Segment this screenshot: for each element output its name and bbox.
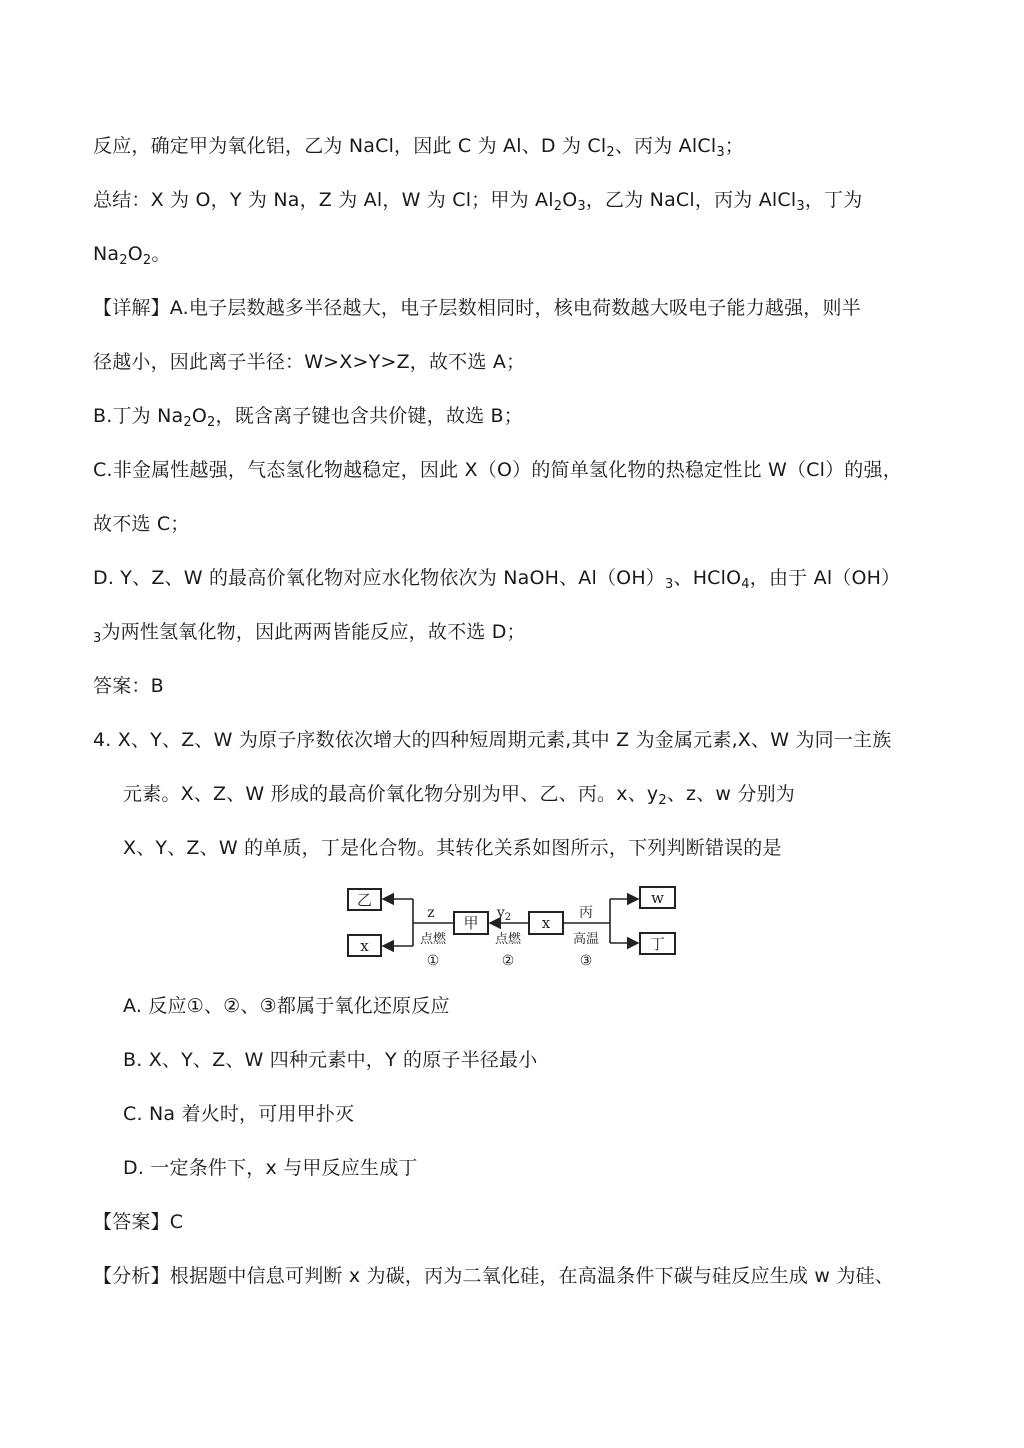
option-d: D. 一定条件下，x 与甲反应生成丁 xyxy=(123,1157,418,1179)
reaction-2-reagent: $y_2$ xyxy=(496,905,512,923)
option-b: B. X、Y、Z、W 四种元素中，Y 的原子半径最小 xyxy=(123,1049,538,1071)
text-line-6: B.丁为 $Na_2O_2$，既含离子键也含共价键，故选 B； xyxy=(93,405,523,430)
text-line-7: C.非金属性越强，气态氢化物越稳定，因此 X（O）的简单氢化物的热稳定性比 W（Cl）的强， xyxy=(93,459,902,481)
reaction-3-reagent: 丙 xyxy=(579,905,593,921)
option-c: C. Na 着火时，可用甲扑灭 xyxy=(123,1103,355,1125)
question-4-stem-3: X、Y、Z、W 的单质，丁是化合物。其转化关系如图所示，下列判断错误的是 xyxy=(123,837,782,859)
analysis-line: 【分析】根据题中信息可判断 x 为碳，丙为二氧化硅，在高温条件下碳与硅反应生成 w 为硅、 xyxy=(93,1265,894,1287)
reaction-3-condition: 高温 xyxy=(572,932,600,947)
box-x-mid-label: x xyxy=(541,914,551,932)
text-line-2: 总结：X 为 O，Y 为 Na，Z 为 Al，W 为 Cl；甲为 $Al_2O_3$，乙为 NaCl，丙为 AlCl$_3$，丁为 xyxy=(93,189,863,214)
box-w-label: w xyxy=(651,889,664,907)
text-line-3: $Na_2O_2$。 xyxy=(93,243,171,268)
box-jia-label: 甲 xyxy=(463,914,479,932)
reaction-1-reagent: z xyxy=(427,905,435,921)
text-line-11: 答案：B xyxy=(93,675,164,697)
answer-line: 【答案】C xyxy=(93,1211,184,1233)
reaction-1-number: ① xyxy=(426,953,440,969)
reaction-1-condition: 点燃 xyxy=(419,932,447,947)
question-4-stem-1: 4. X、Y、Z、W 为原子序数依次增大的四种短周期元素,其中 Z 为金属元素,X、W 为同一主族 xyxy=(93,729,892,751)
option-a: A. 反应①、②、③都属于氧化还原反应 xyxy=(123,995,450,1017)
reaction-3-number: ③ xyxy=(579,953,593,969)
text-line-5: 径越小，因此离子半径：W>X>Y>Z，故不选 A； xyxy=(93,351,526,373)
box-yi-label: 乙 xyxy=(356,891,373,909)
text-line-10: $_3$为两性氢氧化物，因此两两皆能反应，故不选 D； xyxy=(93,621,526,646)
question-4-stem-2: 元素。X、Z、W 形成的最高价氧化物分别为甲、乙、丙。x、$y_2$、z、w 分别为 xyxy=(123,783,795,808)
text-line-4: 【详解】A.电子层数越多半径越大，电子层数相同时，核电荷数越大吸电子能力越强，则半 xyxy=(93,297,861,319)
conversion-diagram xyxy=(340,877,685,972)
reaction-2-number: ② xyxy=(501,953,515,969)
box-x-left-label: x xyxy=(360,937,369,955)
text-line-8: 故不选 C； xyxy=(93,513,190,535)
box-ding-label: 丁 xyxy=(649,935,666,953)
text-line-9: D. Y、Z、W 的最高价氧化物对应水化物依次为 NaOH、$Al(OH)_3$、HClO$_4$，由于 Al（OH） xyxy=(93,567,901,592)
text-line-1: 反应，确定甲为氧化铝，乙为 NaCl，因此 C 为 Al、D 为 $Cl_2$、丙为 AlCl$_3$； xyxy=(93,135,744,160)
reaction-2-condition: 点燃 xyxy=(494,932,522,947)
